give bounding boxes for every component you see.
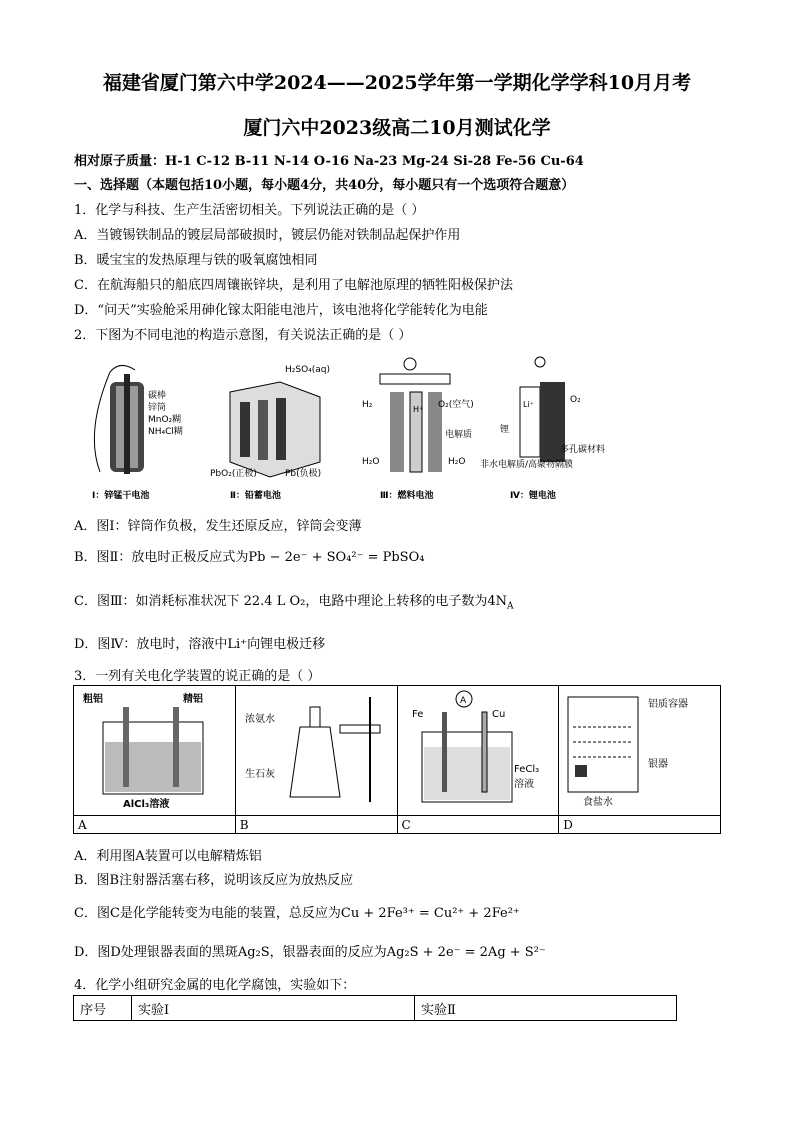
q4-table — [73, 995, 677, 1021]
q2-option-c: C．图Ⅲ：如消耗标准状况下 22.4 L O₂，电路中理论上转移的电子数为$4N_A$ — [74, 594, 514, 612]
svg-text:H⁺: H⁺ — [413, 405, 424, 414]
q1-option-b: B．暖宝宝的发热原理与铁的吸氧腐蚀相同 — [74, 253, 318, 268]
svg-text:H₂O: H₂O — [362, 457, 380, 467]
q3-option-b: B．图B注射器活塞右移，说明该反应为放热反应 — [74, 873, 354, 888]
figure-a-cell — [74, 686, 236, 816]
q4-header-no: 序号 — [74, 996, 132, 1021]
q4-header-exp2: 实验Ⅱ — [415, 996, 677, 1021]
svg-text:Fe: Fe — [411, 709, 423, 720]
svg-text:H₂: H₂ — [362, 400, 373, 410]
q4-header-exp1: 实验Ⅰ — [132, 996, 415, 1021]
svg-text:浓氨水: 浓氨水 — [244, 714, 275, 725]
lead-acid-cell — [210, 365, 330, 501]
svg-text:碳棒: 碳棒 — [148, 391, 167, 401]
svg-text:NH₄Cl糊: NH₄Cl糊 — [148, 427, 183, 437]
q3-option-d: D．图D处理银器表面的黑斑Ag₂S，银器表面的反应为Ag₂S + 2e⁻ = 2Ag + S²⁻ — [74, 945, 546, 960]
svg-text:Li⁺: Li⁺ — [523, 400, 534, 409]
figure-c-cell — [397, 686, 559, 816]
label-d: D — [559, 816, 721, 834]
label-c: C — [397, 816, 559, 834]
q2-option-a: A．图Ⅰ：锌筒作负极，发生还原反应，锌筒会变薄 — [74, 519, 362, 534]
figure-d — [563, 687, 713, 811]
svg-text:MnO₂糊: MnO₂糊 — [148, 415, 182, 425]
svg-text:AlCl₃溶液: AlCl₃溶液 — [123, 799, 170, 810]
svg-text:Ⅱ：铅蓄电池: Ⅱ：铅蓄电池 — [230, 491, 281, 501]
svg-text:PbO₂(正极): PbO₂(正极) — [210, 469, 257, 479]
figure-b — [240, 687, 390, 811]
q1-stem: 1．化学与科技、生产生活密切相关。下列说法正确的是（ ） — [74, 203, 425, 218]
svg-text:食盐水: 食盐水 — [583, 797, 614, 808]
zinc-manganese-cell — [92, 365, 183, 501]
q3-option-a: A．利用图A装置可以电解精炼铝 — [74, 849, 262, 864]
svg-text:粗铝: 粗铝 — [83, 694, 103, 705]
atomic-mass-line: 相对原子质量：H-1 C-12 B-11 N-14 O-16 Na-23 Mg-24 Si-28 Fe-56 Cu-64 — [74, 154, 584, 169]
section-heading: 一、选择题（本题包括10小题，每小题4分，共40分，每小题只有一个选项符合题意） — [74, 178, 575, 193]
svg-text:多孔碳材料: 多孔碳材料 — [560, 445, 606, 455]
label-a: A — [74, 816, 236, 834]
q2-stem: 2．下图为不同电池的构造示意图，有关说法正确的是（ ） — [74, 328, 412, 343]
svg-text:生石灰: 生石灰 — [244, 769, 275, 780]
svg-text:铝质容器: 铝质容器 — [648, 699, 689, 710]
svg-text:A: A — [459, 696, 466, 706]
q3-stem: 3．一列有关电化学装置的说正确的是（ ） — [74, 669, 321, 684]
q3-figure-table — [73, 685, 721, 834]
q1-option-c: C．在航海船只的船底四周镶嵌锌块，是利用了电解池原理的牺牲阳极保护法 — [74, 278, 513, 293]
svg-text:H₂SO₄(aq): H₂SO₄(aq) — [285, 365, 331, 375]
svg-text:锂: 锂 — [500, 425, 510, 435]
q1-option-a: A．当镀锡铁制品的镀层局部破损时，镀层仍能对铁制品起保护作用 — [74, 228, 461, 243]
battery-diagrams — [80, 352, 660, 502]
svg-text:Cu: Cu — [491, 709, 505, 720]
q2-option-b: B．图Ⅱ：放电时正极反应式为Pb − 2e⁻ + SO₄²⁻ = PbSO₄ — [74, 550, 425, 565]
lithium-cell — [480, 357, 605, 501]
q2-option-d: D．图Ⅳ：放电时，溶液中Li⁺向锂电极迁移 — [74, 637, 326, 652]
figure-a — [78, 687, 228, 811]
figure-c — [402, 687, 552, 811]
svg-text:Ⅲ：燃料电池: Ⅲ：燃料电池 — [380, 491, 434, 501]
figure-b-cell — [235, 686, 397, 816]
svg-text:非水电解质/高聚物隔膜: 非水电解质/高聚物隔膜 — [480, 460, 574, 470]
svg-text:O₂(空气): O₂(空气) — [438, 400, 474, 410]
svg-text:O₂: O₂ — [570, 395, 581, 405]
svg-text:溶液: 溶液 — [513, 779, 534, 790]
paper-title: 福建省厦门第六中学2024——2025学年第一学期化学学科10月月考 — [102, 72, 692, 94]
figure-d-cell — [559, 686, 721, 816]
svg-text:FeCl₃: FeCl₃ — [513, 764, 539, 775]
q3-option-c: C．图C是化学能转变为电能的装置，总反应为Cu + 2Fe³⁺ = Cu²⁺ + 2Fe²⁺ — [74, 906, 520, 921]
svg-text:Pb(负极): Pb(负极) — [285, 469, 322, 479]
svg-text:Ⅰ：锌锰干电池: Ⅰ：锌锰干电池 — [92, 491, 150, 501]
svg-text:银器: 银器 — [648, 759, 669, 770]
svg-text:精铝: 精铝 — [183, 694, 203, 705]
q4-stem: 4．化学小组研究金属的电化学腐蚀，实验如下： — [74, 978, 356, 993]
fuel-cell — [362, 358, 474, 501]
paper-subtitle: 厦门六中2023级高二10月测试化学 — [243, 117, 551, 139]
svg-text:锌筒: 锌筒 — [148, 403, 167, 413]
svg-text:Ⅳ：锂电池: Ⅳ：锂电池 — [510, 491, 556, 501]
svg-text:电解质: 电解质 — [445, 430, 473, 440]
q1-option-d: D．“问天”实验舱采用砷化镓太阳能电池片，该电池将化学能转化为电能 — [74, 303, 488, 318]
svg-text:H₂O: H₂O — [448, 457, 466, 467]
label-b: B — [235, 816, 397, 834]
